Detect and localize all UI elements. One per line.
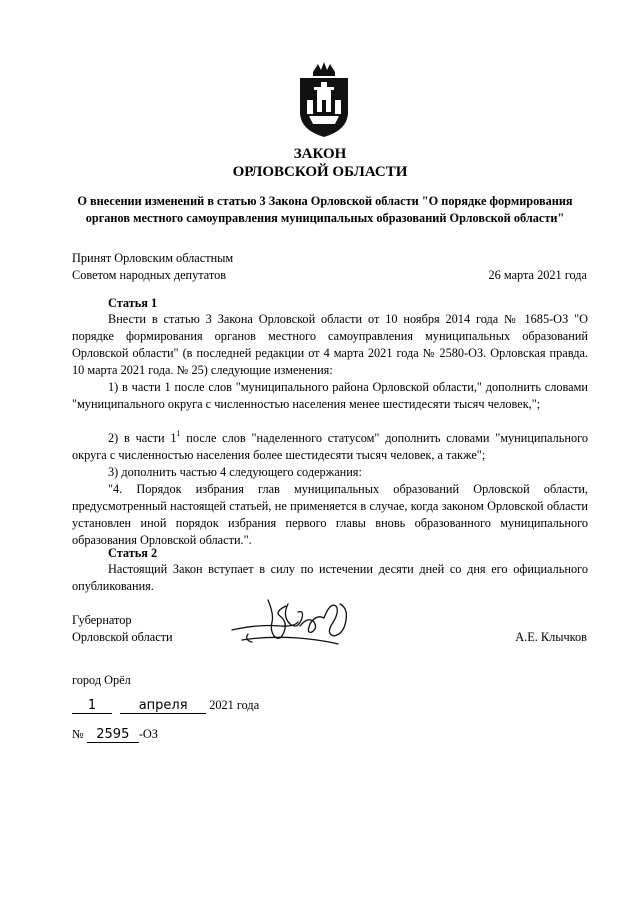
article1-quote-text: "4. Порядок избрания глав муниципальных образований Орловской области, предусмотренный настоящей статьей, не применяется в случае, когда законом Орловской области установлен иной порядок избрания первого главы вновь образованного муниципального образования Орловской области.". <box>72 482 588 547</box>
law-number <box>72 726 158 743</box>
signatory-position-line1: Губернатор <box>72 613 132 627</box>
article1-item2-sup: 1 <box>176 428 181 438</box>
adopted-by-line2: Советом народных депутатов <box>72 268 227 282</box>
article1-intro-text: Внести в статью 3 Закона Орловской области от 10 ноября 2014 года № 1685-ОЗ "О порядке формирования органов местного самоуправления муниципальных образований Орловской области" (в последней редакции от 4 марта 2021 года № 2580-ОЗ. Орловская правда. 10 марта 2021 года. № 25) следующие изменения: <box>72 312 588 377</box>
governor-name: А.Е. Клычков <box>515 630 587 644</box>
law-number-suffix: -ОЗ <box>138 727 158 741</box>
governor-signature-icon <box>228 596 358 654</box>
article1-quote <box>72 481 588 549</box>
signing-month: апреля <box>120 699 206 714</box>
article1-item2-text-b: после слов "наделенного статусом" дополнить словами "муниципального округа с численностью населения более шестидесяти тысяч человек, а также"; <box>72 431 588 462</box>
article1-item3-text: 3) дополнить частью 4 следующего содержания: <box>108 465 362 479</box>
article1-heading: Статья 1 <box>108 296 158 310</box>
article1-intro <box>72 311 588 379</box>
document-title-region: ОРЛОВСКОЙ ОБЛАСТИ <box>232 164 408 180</box>
article1-item1 <box>72 379 588 413</box>
city: город Орёл <box>72 673 131 687</box>
signing-date <box>72 697 259 714</box>
law-number-value: 2595 <box>87 728 139 743</box>
document-title: ЗАКОН <box>293 146 347 162</box>
signing-day: 1 <box>72 699 112 714</box>
adoption-date: 26 марта 2021 года <box>488 268 587 282</box>
orel-oblast-coat-of-arms-icon <box>297 60 351 138</box>
signing-year: 2021 года <box>209 698 260 712</box>
article1-item1-text: 1) в части 1 после слов "муниципального района Орловской области," дополнить словами "муниципального округа с численностью населения менее шестидесяти тысяч человек,"; <box>72 380 588 411</box>
article1-item2-text-a: 2) в части 1 <box>108 431 177 445</box>
law-subject: О внесении изменений в статью 3 Закона Орловской области "О порядке формирования органов местного самоуправления муниципальных образований Орловской области" <box>77 194 573 225</box>
signatory-position-line2: Орловской области <box>72 630 173 644</box>
article2-text: Настоящий Закон вступает в силу по истечении десяти дней со дня его официального опубликования. <box>72 562 588 593</box>
law-number-prefix: № <box>72 727 84 741</box>
article1-item2 <box>72 430 588 464</box>
article2-body <box>72 561 588 595</box>
article2-heading: Статья 2 <box>108 546 158 560</box>
article1-item3 <box>72 464 588 481</box>
adopted-by-line1: Принят Орловским областным <box>72 251 234 265</box>
